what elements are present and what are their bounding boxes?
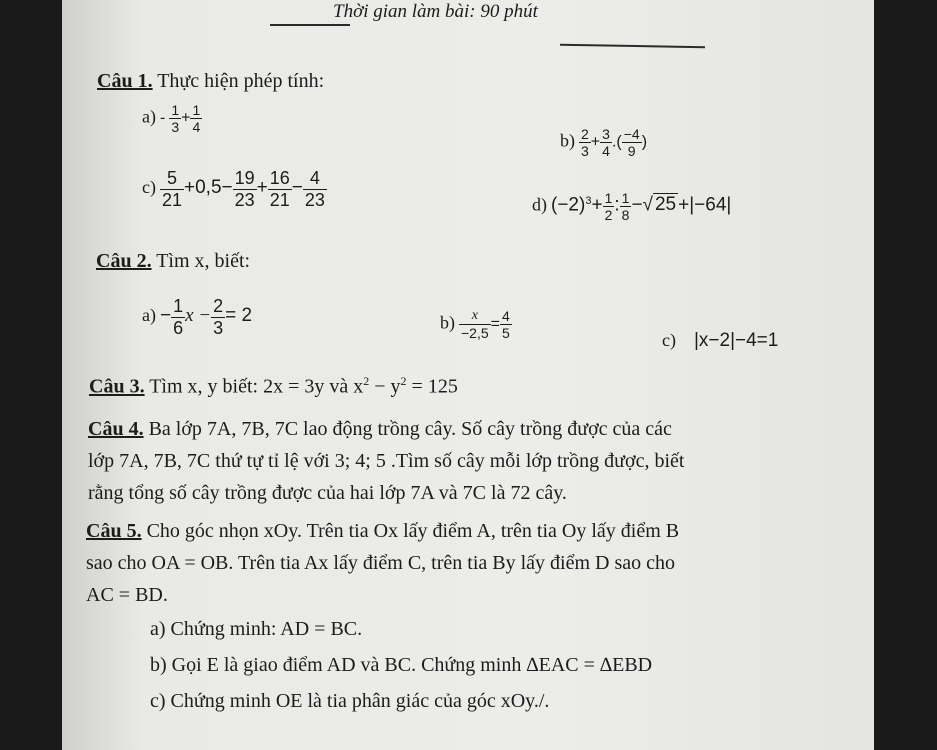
q4-line3: rằng tổng số cây trồng được của hai lớp 7A và 7C là 72 cây. <box>88 482 567 504</box>
q1a-sign: - <box>159 109 166 127</box>
q1b: b) $\frac{2}{3}$ + $\frac{3}{4}$ .( $\frac{-4}{9}$ ) <box>560 126 648 160</box>
q2a-frac2: $\frac{2}{3}$ <box>213 296 224 338</box>
q1a-frac2: $\frac{1}{4}$ <box>192 102 201 136</box>
header-rule-left <box>270 24 350 26</box>
q1d-label: d) <box>532 194 547 215</box>
q1c-frac2: $\frac{19}{23}$ <box>234 168 255 210</box>
q1c: c) $\frac{5}{21}$ +0,5− $\frac{19}{23}$ + $\frac{16}{21}$ − $\frac{4}{23}$ <box>142 168 325 210</box>
q1-text: Thực hiện phép tính: <box>157 70 325 92</box>
q2b-frac2: $\frac{4}{5}$ <box>501 308 510 342</box>
q4-line1: Câu 4. Ba lớp 7A, 7B, 7C lao động trồng cây. Số cây trồng được của các <box>88 418 672 440</box>
q2c: c) |x−2|−4=1 <box>662 330 779 351</box>
q2b: b) $\frac{x}{-2,5}$ = $\frac{4}{5}$ <box>440 308 510 342</box>
q1b-frac2: $\frac{3}{4}$ <box>602 126 610 160</box>
q1-heading <box>97 70 324 93</box>
q1d-frac2: $\frac{1}{8}$ <box>621 190 630 224</box>
q5c: c) Chứng minh OE là tia phân giác của góc xOy./. <box>150 690 550 712</box>
q2b-frac1: $\frac{x}{-2,5}$ <box>461 308 489 342</box>
q2a: a) − $\frac{1}{6}$ x − $\frac{2}{3}$ = 2 <box>142 296 253 338</box>
q1d: d) $(-2)^3+$ $\frac{1}{2}$ : $\frac{1}{8}$ −√ 25 +|−64| <box>532 190 732 224</box>
q2a-frac1: $\frac{1}{6}$ <box>173 296 184 338</box>
q5-line3: AC = BD. <box>86 584 168 606</box>
q5b: b) Gọi E là giao điểm AD và BC. Chứng minh ∆EAC = ∆EBD <box>150 654 653 676</box>
q1a-label: a) <box>142 106 156 127</box>
q1c-label: c) <box>142 176 156 197</box>
q1c-frac4: $\frac{4}{23}$ <box>304 168 325 210</box>
q3: Câu 3. Tìm x, y biết: 2x = 3y và $x^2 - y^2 = 125$ <box>89 374 458 398</box>
q1a-frac1: $\frac{1}{3}$ <box>171 102 180 136</box>
q4-line2: lớp 7A, 7B, 7C thứ tự tỉ lệ với 3; 4; 5 .Tìm số cây mỗi lớp trồng được, biết <box>88 450 685 472</box>
q1-label: Câu 1. <box>97 70 153 92</box>
q2-text: Tìm x, biết: <box>156 250 251 272</box>
q1c-frac1: $\frac{5}{21}$ <box>161 168 183 210</box>
time-limit: Thời gian làm bài: 90 phút <box>333 1 538 22</box>
q1a: a) - $\frac{1}{3}$ + $\frac{1}{4}$ <box>142 102 201 136</box>
q1b-frac3: $\frac{-4}{9}$ <box>623 126 640 160</box>
q2-label: Câu 2. <box>96 250 152 272</box>
q5-line1: Câu 5. Cho góc nhọn xOy. Trên tia Ox lấy điểm A, trên tia Oy lấy điểm B <box>86 520 680 542</box>
q1b-label: b) <box>560 130 575 151</box>
q5-line2: sao cho OA = OB. Trên tia Ax lấy điểm C, trên tia By lấy điểm D sao cho <box>86 552 675 574</box>
q5a: a) Chứng minh: AD = BC. <box>150 618 363 640</box>
q1d-frac1: $\frac{1}{2}$ <box>604 190 613 224</box>
q1c-frac3: $\frac{16}{21}$ <box>269 168 290 210</box>
q2-heading <box>96 250 250 273</box>
q1b-frac1: $\frac{2}{3}$ <box>581 126 589 160</box>
